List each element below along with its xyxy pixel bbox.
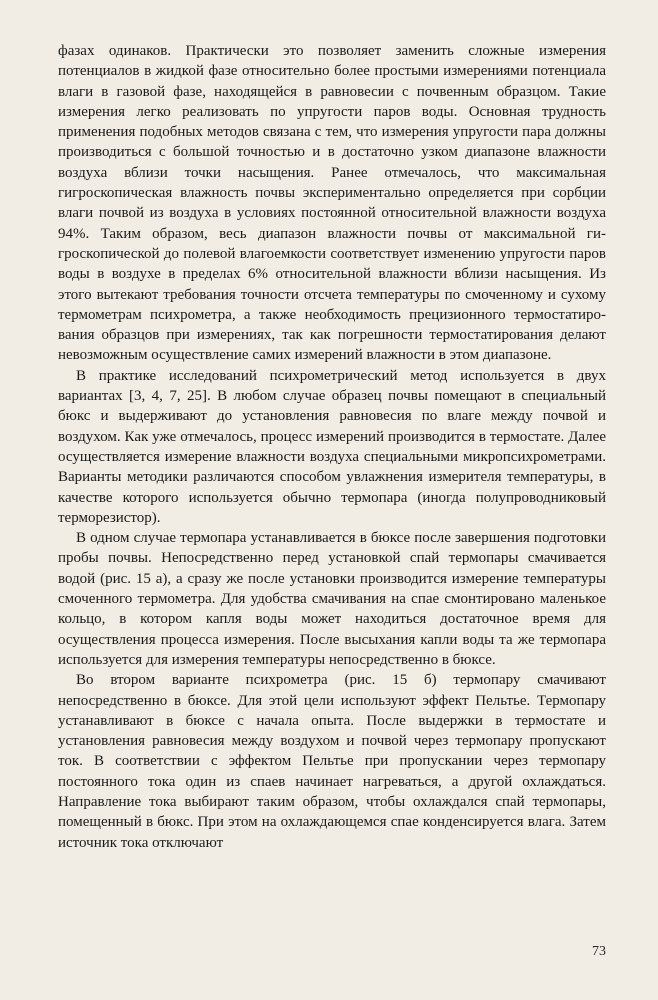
paragraph-4: Во втором варианте психрометра (рис. 15 б) термопару смачивают непосредственно в бюксе. Для этой цели используют эффект Пельтье. Термопару устанавливают в бюксе с начала опыта. После выдержки в термостате и установления равновесия между воздухом и почвой через термопару пропускают ток. В соответствии с эффектом Пельтье при пропускании через термопару постоянного тока один из спаев начинает нагреваться, а другой охлаждаться. Направление тока выбирают таким образом, чтобы охлаждался спай термопары, помещенный в бюкс. При этом на охлаждающемся спае конденсируется влага. Затем источник тока отключают xyxy=(58,672,606,851)
page-number: 73 xyxy=(592,944,606,959)
body-text xyxy=(58,41,606,853)
paragraph-1: фазах одинаков. Практически это позволяет заменить сложные измерения потенциалов в жидкой фазе относительно более простыми измерениями потенциала влаги в газовой фазе, находящейся в равновесии с почвенным образцом. Такие измерения легко реализовать по упругости паров воды. Основная трудность применения подобных методов связана с тем, что измерения упругости пара должны производиться с большой точностью и в достаточно узком диапазоне влажности воздуха вблизи точки насыщения. Ранее отмечалось, что максимальная гигроскопическая влажность почвы экспериментально определяется при сорбции влаги почвой из воздуха в условиях постоянной относительной влажности воздуха 94%. Таким образом, весь диапазон влажности почвы от максимальной гигроскопической до полевой влагоемкости соответствует изменению упругости паров воды в воздухе в пределах 6% относительной влажности вблизи насыщения. Из этого вытекают требования точности отсчета температуры по смоченному и сухому термометрам психрометра, а также необходимость прецизионного термостатирования образцов при измерениях, так как погрешности термостатирования делают невозможным осуществление самих измерений влажности в этом диапазоне. xyxy=(58,43,606,364)
paragraph-3: В одном случае термопара устанавливается в бюксе после завершения подготовки пробы почвы. Непосредственно перед установкой спай термопары смачивается водой (рис. 15 а), а сразу же после установки производится измерение температуры смоченного термометра. Для удобства смачивания на спае смонтировано маленькое кольцо, в котором капля воды может находиться достаточное время для осуществления процесса измерения. После высыхания капли воды та же термопара используется для измерения температуры непосредственно в бюксе. xyxy=(58,530,606,668)
paragraph-2: В практике исследований психрометрический метод используется в двух вариантах [3, 4, 7, 25]. В любом случае образец почвы помещают в специальный бюкс и выдерживают до установления равновесия по влаге между почвой и воздухом. Как уже отмечалось, процесс измерений производится в термостате. Далее осуществляется измерение влажности воздуха специальными микропсихрометрами. Варианты методики различаются способом увлажнения измерителя температуры, в качестве которого используется обычно термопара (иногда полупроводниковый терморезистор). xyxy=(58,367,606,526)
